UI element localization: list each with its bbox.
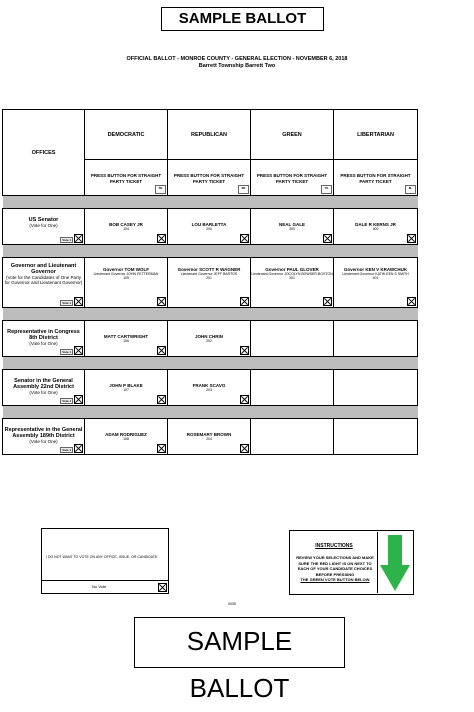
instructions-footer: THE GREEN VOTE BUTTON BELOW: [300, 577, 370, 582]
candidate-name: MATT CARTWRIGHT: [103, 334, 149, 339]
office-title: Governor and Lieutenant Governor: [10, 263, 77, 275]
candidate-number: 200: [206, 227, 212, 231]
race-row: [3, 258, 418, 308]
candidate-name: Governor KEN V KRAWCHUK: [343, 267, 408, 272]
candidate-x-icon: [407, 297, 416, 306]
candidate-number: 400: [372, 227, 379, 231]
page-code: 0035: [228, 602, 236, 606]
candidate-number: 300: [289, 227, 295, 231]
vote-count-tag: Vote 1: [62, 301, 71, 305]
ballot-header-line1: OFFICIAL BALLOT - MONROE COUNTY - GENERAL ELECTION - NOVEMBER 6, 2018: [126, 56, 348, 62]
office-title: Representative in the General Assembly 189th District: [4, 427, 83, 439]
office-cell: [3, 370, 85, 406]
no-vote-button[interactable]: No Vote: [42, 580, 168, 593]
candidate-x-icon: [157, 297, 166, 306]
candidate-number: 107: [123, 388, 129, 392]
race-separator: [3, 308, 418, 321]
office-x-icon: [74, 297, 83, 306]
empty-candidate-cell: [334, 321, 418, 357]
office-x-icon: [74, 444, 83, 453]
office-cell: [3, 209, 85, 245]
candidate-button[interactable]: [251, 258, 334, 308]
ballot-header-line2: Barrett Township Barrett Two: [198, 63, 276, 69]
race-row: [3, 209, 418, 245]
party-header-democratic: DEMOCRATIC: [85, 110, 168, 160]
candidate-x-icon: [157, 444, 166, 453]
candidate-button[interactable]: [334, 258, 418, 308]
candidate-number: 108: [123, 437, 129, 441]
candidate-number: 203: [206, 388, 212, 392]
empty-candidate-cell: [334, 419, 418, 455]
candidate-name: ROSEMARY BROWN: [186, 432, 232, 437]
empty-candidate-cell: [251, 419, 334, 455]
candidate-name: Governor SCOTT R WAGNER: [177, 267, 241, 272]
candidate-name: ADAM RODRIGUEZ: [105, 432, 147, 437]
vote-count-tag: Vote 1: [62, 350, 71, 354]
party-header-republican: REPUBLICAN: [168, 110, 251, 160]
no-vote-box: [41, 528, 169, 594]
candidate-name: DALE R KERNS JR: [355, 222, 396, 227]
race-row: [3, 321, 418, 357]
vote-count-tag: Vote 1: [62, 448, 71, 452]
office-cell: [3, 321, 85, 357]
office-vote-instruction: (Vote for One): [29, 390, 58, 395]
bottom-sample-ballot-banner: SAMPLE BALLOT: [134, 617, 345, 668]
party-header-green: GREEN: [251, 110, 334, 160]
straight-party-button-republican[interactable]: PRESS BUTTON FOR STRAIGHT PARTY TICKET 6R: [168, 160, 251, 196]
candidate-button[interactable]: [85, 258, 168, 308]
candidate-running-mate: Lieutenant Governor KATHLEEN S SMITH: [342, 272, 409, 276]
green-vote-button[interactable]: [377, 532, 412, 593]
office-vote-instruction: (Vote for One): [29, 341, 58, 346]
candidate-button[interactable]: [85, 370, 168, 406]
office-x-icon: [74, 346, 83, 355]
office-title: Senator in the General Assembly 22nd District: [13, 378, 74, 390]
candidate-button[interactable]: [85, 419, 168, 455]
candidate-x-icon: [157, 346, 166, 355]
candidate-number: 204: [206, 437, 212, 441]
instructions-title: INSTRUCTIONS: [315, 543, 353, 549]
candidate-name: Governor TOM WOLF: [103, 267, 149, 272]
instructions-box: [289, 530, 414, 595]
candidate-x-icon: [323, 234, 332, 243]
candidate-button[interactable]: [168, 321, 251, 357]
instructions-body: REVIEW YOUR SELECTIONS AND MAKE SURE THE RED LIGHT IS ON NEXT TO EACH OF YOUR CANDIDATE CHOICES BEFORE PRESSING: [296, 555, 374, 577]
candidate-name: FRANK SCAVO: [192, 383, 226, 388]
ballot-grid: [2, 109, 418, 455]
candidate-running-mate: Lieutenant Governor JOCOLYN BOWSER-BOSTON: [251, 272, 333, 276]
green-down-arrow-icon: [378, 532, 412, 593]
race-row: [3, 370, 418, 406]
empty-candidate-cell: [251, 370, 334, 406]
vote-count-tag: Vote 1: [62, 238, 71, 242]
candidate-button[interactable]: [168, 258, 251, 308]
candidate-x-icon: [240, 444, 249, 453]
straight-party-button-democratic[interactable]: PRESS BUTTON FOR STRAIGHT PARTY TICKET 5D: [85, 160, 168, 196]
office-vote-instruction: (Vote for One): [29, 439, 58, 444]
no-vote-x-icon: [158, 583, 167, 592]
candidate-running-mate: Lieutenant Governor JEFF BARTOS: [180, 272, 238, 276]
no-vote-text: I DO NOT WANT TO VOTE ON ANY OFFICE, ISSUE, OR CANDIDATE.: [46, 555, 159, 559]
candidate-number: 301: [289, 276, 295, 280]
candidate-number: 106: [123, 339, 129, 343]
candidate-button[interactable]: [334, 209, 418, 245]
candidate-running-mate: Lieutenant Governor JOHN FETTERMAN: [93, 272, 159, 276]
candidate-x-icon: [240, 346, 249, 355]
top-sample-ballot-banner: SAMPLE BALLOT: [161, 7, 324, 31]
race-separator: [3, 406, 418, 419]
office-vote-instruction: (Vote for One): [29, 223, 58, 228]
race-separator: [3, 455, 418, 456]
empty-candidate-cell: [251, 321, 334, 357]
candidate-number: 104: [123, 227, 129, 231]
party-header-libertarian: LIBERTARIAN: [334, 110, 418, 160]
candidate-x-icon: [157, 395, 166, 404]
straight-party-button-libertarian[interactable]: PRESS BUTTON FOR STRAIGHT PARTY TICKET 8L: [334, 160, 418, 196]
candidate-name: Governor PAUL GLOVER: [265, 267, 319, 272]
candidate-number: 201: [206, 276, 212, 280]
race-row: [3, 419, 418, 455]
race-separator: [3, 245, 418, 258]
candidate-x-icon: [240, 234, 249, 243]
office-x-icon: [74, 234, 83, 243]
candidate-button[interactable]: [168, 419, 251, 455]
candidate-number: 105: [123, 276, 129, 280]
straight-party-button-green[interactable]: PRESS BUTTON FOR STRAIGHT PARTY TICKET 7G: [251, 160, 334, 196]
candidate-x-icon: [240, 395, 249, 404]
candidate-name: JOHN P BLAKE: [109, 383, 143, 388]
candidate-x-icon: [407, 234, 416, 243]
race-separator: [3, 357, 418, 370]
candidate-name: JOHN CHRIN: [194, 334, 223, 339]
candidate-button[interactable]: [168, 370, 251, 406]
office-cell: [3, 258, 85, 308]
empty-candidate-cell: [334, 370, 418, 406]
candidate-button[interactable]: [251, 209, 334, 245]
office-title: US Senator: [28, 217, 59, 223]
office-title: Representative in Congress 8th District: [7, 329, 80, 341]
candidate-number: 202: [206, 339, 212, 343]
candidate-x-icon: [157, 234, 166, 243]
office-cell: [3, 419, 85, 455]
candidate-x-icon: [323, 297, 332, 306]
office-vote-instruction: (Vote for the Candidates of One Party for Governor and Lieutenant Governor): [4, 275, 83, 285]
candidate-name: NEAL GALE: [279, 222, 305, 227]
candidate-name: LOU BARLETTA: [191, 222, 227, 227]
race-separator: [3, 196, 418, 209]
vote-count-tag: Vote 1: [62, 399, 71, 403]
offices-header: OFFICES: [3, 110, 85, 196]
office-x-icon: [74, 395, 83, 404]
candidate-x-icon: [240, 297, 249, 306]
candidate-number: 401: [372, 276, 379, 280]
candidate-name: BOB CASEY JR: [109, 222, 143, 227]
candidate-button[interactable]: [85, 321, 168, 357]
candidate-button[interactable]: [85, 209, 168, 245]
candidate-button[interactable]: [168, 209, 251, 245]
